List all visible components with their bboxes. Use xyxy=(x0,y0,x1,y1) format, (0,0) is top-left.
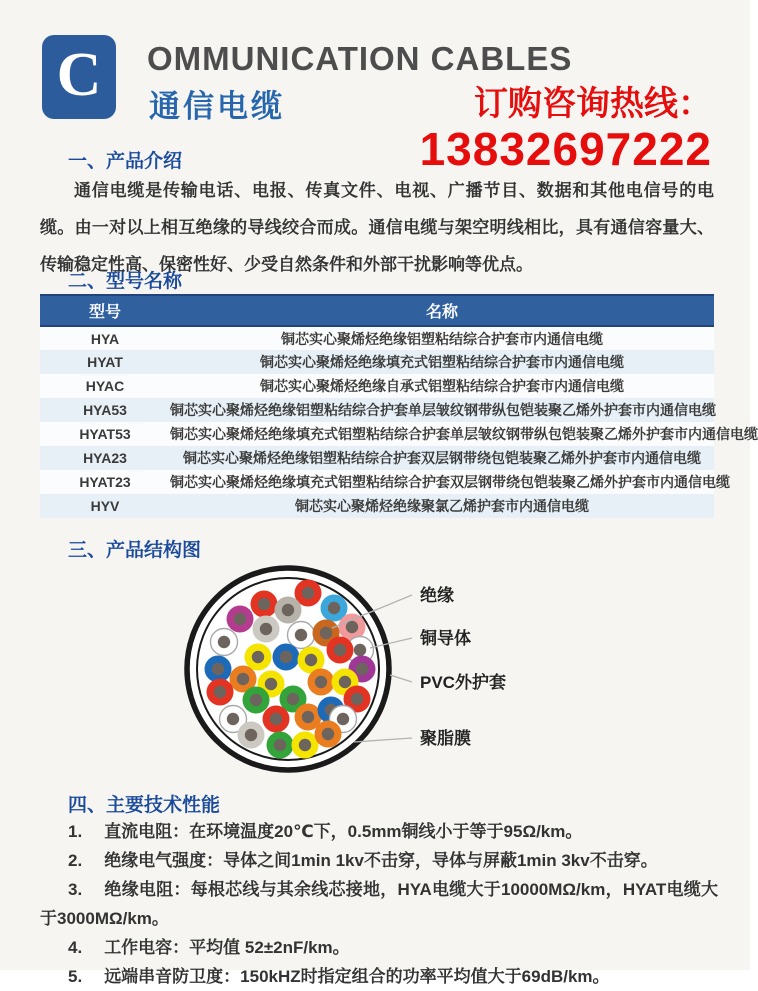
performance-item xyxy=(40,875,718,933)
wire-copper-conductor xyxy=(295,629,307,641)
column-header-model: 型号 xyxy=(40,295,170,326)
title-chinese: 通信电缆 xyxy=(149,89,285,124)
model-code-cell: HYAT53 xyxy=(79,426,131,442)
model-code-cell: HYA xyxy=(90,330,120,347)
wire-copper-conductor xyxy=(250,694,262,706)
table-row xyxy=(40,422,714,446)
wire-copper-conductor xyxy=(260,623,272,635)
wire-copper-conductor xyxy=(302,587,314,599)
performance-item-number: 4. xyxy=(68,938,83,957)
table-row xyxy=(40,398,714,422)
performance-item-text: 远端串音防卫度：150kHZ时指定组合的功率平均值大于69dB/km。 xyxy=(104,967,610,986)
wire-copper-conductor xyxy=(351,693,363,705)
wire-copper-conductor xyxy=(270,713,282,725)
model-table-header-row xyxy=(40,295,714,326)
leader-line-pvc xyxy=(390,675,412,682)
wire-copper-conductor xyxy=(356,663,368,675)
hotline-phone-number: 13832697222 xyxy=(419,122,712,175)
model-table xyxy=(40,294,758,518)
wire-copper-conductor xyxy=(265,678,277,690)
model-code-cell: HYV xyxy=(90,498,120,514)
title-english: OMMUNICATION CABLES xyxy=(147,40,573,77)
model-code-cell: HYA23 xyxy=(83,450,127,466)
model-name-cell: 铜芯实心聚烯烃绝缘铝塑粘结综合护套双层钢带绕包铠装聚乙烯外护套市内通信电缆 xyxy=(183,450,701,466)
model-name-cell: 铜芯实心聚烯烃绝缘填充式铝塑粘结综合护套市内通信电缆 xyxy=(260,354,624,370)
model-name-cell: 铜芯实心聚烯烃绝缘铝塑粘结综合护套市内通信电缆 xyxy=(281,330,603,347)
wire-copper-conductor xyxy=(354,644,366,656)
model-name-cell: 铜芯实心聚烯烃绝缘聚氯乙烯护套市内通信电缆 xyxy=(295,498,589,514)
performance-item-number: 1. xyxy=(68,822,83,841)
wire-copper-conductor xyxy=(227,713,239,725)
wire-copper-conductor xyxy=(274,739,286,751)
table-row xyxy=(40,374,714,398)
wire-copper-conductor xyxy=(334,644,346,656)
wire-copper-conductor xyxy=(287,693,299,705)
logo-letter-c: C xyxy=(56,41,102,109)
wire-copper-conductor xyxy=(258,598,270,610)
wire-copper-conductor xyxy=(234,613,246,625)
performance-item xyxy=(40,817,718,846)
product-intro-paragraph: 通信电缆是传输电话、电报、传真文件、电视、广播节目、数据和其他电信号的电缆。由一对以上相互绝缘的导线绞合而成。通信电缆与架空明线相比，具有通信容量大、传输稳定性高、保密性好、少受自然条件和外部干扰影响等优点。 xyxy=(40,181,714,274)
label-polyester-film: 聚脂膜 xyxy=(420,729,471,748)
section-heading-structure-diagram: 三、产品结构图 xyxy=(68,540,202,561)
table-row xyxy=(40,350,714,374)
model-name-cell: 铜芯实心聚烯烃绝缘填充式铝塑粘结综合护套单层皱纹钢带纵包铠装聚乙烯外护套市内通信电缆 xyxy=(170,426,758,442)
model-code-cell: HYAC xyxy=(85,378,125,394)
wire-copper-conductor xyxy=(302,711,314,723)
wire-copper-conductor xyxy=(252,651,264,663)
performance-item xyxy=(40,962,718,991)
wire-copper-conductor xyxy=(218,636,230,648)
wire-copper-conductor xyxy=(322,728,334,740)
cable-cross-section-diagram xyxy=(148,556,598,790)
model-code-cell: HYA53 xyxy=(83,402,127,418)
performance-item-text: 绝缘电气强度：导体之间1min 1kv不击穿，导体与屏蔽1min 3kv不击穿。 xyxy=(104,851,658,870)
performance-item-text: 绝缘电阻：每根芯线与其余线芯接地，HYA电缆大于10000MΩ/km，HYAT电缆大于3000MΩ/km。 xyxy=(40,880,718,928)
wire-copper-conductor xyxy=(346,621,358,633)
wire-copper-conductor xyxy=(245,729,257,741)
performance-item-number: 5. xyxy=(68,967,83,986)
table-row xyxy=(40,446,714,470)
wire-copper-conductor xyxy=(282,604,294,616)
model-code-cell: HYAT23 xyxy=(79,474,131,490)
performance-item xyxy=(40,846,718,875)
performance-item-number: 2. xyxy=(68,851,83,870)
performance-item-number: 3. xyxy=(68,880,83,899)
model-name-cell: 铜芯实心聚烯烃绝缘自承式铝塑粘结综合护套市内通信电缆 xyxy=(260,378,624,394)
wire-copper-conductor xyxy=(212,663,224,675)
table-row xyxy=(40,326,714,350)
section-heading-model-names: 二、型号名称 xyxy=(68,271,183,292)
wire-copper-conductor xyxy=(328,602,340,614)
wire-copper-conductor xyxy=(280,651,292,663)
table-row xyxy=(40,494,714,518)
wire-copper-conductor xyxy=(315,676,327,688)
model-code-cell: HYAT xyxy=(87,354,123,370)
section-heading-product-intro: 一、产品介绍 xyxy=(68,151,183,172)
wire-copper-conductor xyxy=(320,627,332,639)
column-header-name: 名称 xyxy=(170,295,714,326)
order-hotline xyxy=(420,84,712,173)
wire-copper-conductor xyxy=(337,713,349,725)
label-insulation: 绝缘 xyxy=(420,586,454,605)
wire-copper-conductor xyxy=(305,654,317,666)
label-pvc-outer-sheath: PVC外护套 xyxy=(420,673,506,692)
hotline-label: 订购咨询热线： xyxy=(474,85,712,123)
performance-item xyxy=(40,933,718,962)
performance-item-text: 直流电阻：在环境温度20℃下，0.5mm铜线小于等于95Ω/km。 xyxy=(104,822,583,841)
performance-item-text: 工作电容：平均值 52±2nF/km。 xyxy=(104,938,350,957)
technical-performance-list xyxy=(40,817,718,991)
table-row xyxy=(40,470,714,494)
model-name-cell: 铜芯实心聚烯烃绝缘铝塑粘结综合护套单层皱纹钢带纵包铠装聚乙烯外护套市内通信电缆 xyxy=(170,402,716,418)
wire-copper-conductor xyxy=(339,676,351,688)
wire-copper-conductor xyxy=(299,739,311,751)
model-name-cell: 铜芯实心聚烯烃绝缘填充式铝塑粘结综合护套双层钢带绕包铠装聚乙烯外护套市内通信电缆 xyxy=(170,474,730,490)
label-copper-conductor: 铜导体 xyxy=(420,629,471,648)
brand-logo xyxy=(42,35,116,119)
wire-copper-conductor xyxy=(237,673,249,685)
section-heading-technical-performance: 四、主要技术性能 xyxy=(68,795,221,816)
wire-copper-conductor xyxy=(214,686,226,698)
